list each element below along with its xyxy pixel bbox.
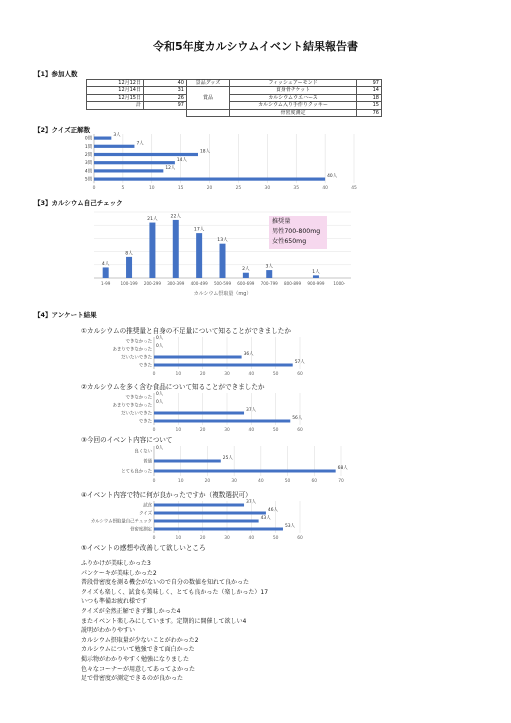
tick-label: 60: [297, 372, 303, 377]
tick-label: 700-799: [260, 281, 278, 286]
quiz-chart: [60, 132, 360, 192]
category-label: クイズ: [139, 511, 152, 517]
count-cell: 76: [357, 109, 382, 116]
table-row: [87, 102, 187, 109]
recommend-line: 男性700-800mg: [272, 228, 321, 235]
table-row: [187, 80, 382, 87]
tick-label: 0: [152, 428, 156, 433]
category-label: 良くない: [134, 449, 152, 455]
table-row: [187, 87, 382, 94]
bar: [103, 267, 109, 278]
tick-label: 60: [297, 428, 303, 433]
report-title: 令和5年度カルシウムイベント結果報告書: [152, 40, 359, 53]
feedback-item: またイベント楽しみにしています。定期的に開催して欲しい4: [81, 617, 247, 625]
category-label: だいたいできた: [121, 355, 152, 361]
data-label: 17人: [193, 227, 205, 233]
tick-label: 25: [235, 186, 242, 192]
bar: [126, 257, 132, 278]
q3-chart: [62, 444, 367, 484]
feedback-item: ふりかけが美味しかった3: [81, 560, 151, 567]
tick-label: 0: [92, 186, 96, 192]
bar: [196, 233, 202, 278]
data-label: 1人: [312, 269, 320, 275]
tick-label: 35: [293, 186, 300, 192]
count-cell: 14: [357, 87, 382, 94]
count-cell: 15: [357, 102, 382, 109]
category-label: 骨密度測定: [130, 527, 152, 533]
category-label: カルシウム摂取量自己チェック: [90, 519, 152, 525]
tick-label: 15: [177, 186, 184, 192]
tick-label: 30: [224, 428, 230, 433]
category-label: 1問: [84, 144, 92, 150]
data-label: 46人: [267, 508, 278, 514]
goods-label: 景品グッズ: [187, 80, 230, 87]
bar: [149, 223, 155, 278]
tick-label: 40: [248, 536, 255, 541]
tick-label: 20: [206, 186, 213, 192]
category-label: とても良かった: [121, 469, 152, 475]
feedback-item: カルシウム摂取量が少ないことがわかった2: [81, 636, 199, 644]
participants-heading: 【1】参加人数: [34, 70, 78, 78]
q4-chart: [62, 499, 352, 543]
recommend-line: 推奨量: [272, 218, 291, 225]
tick-label: 10: [175, 536, 182, 541]
feedback-item: いつも準備お疲れ様です: [81, 598, 148, 606]
data-label: 0人: [156, 336, 164, 342]
recommendation-box: [269, 216, 327, 249]
category-label: できなかった: [125, 339, 152, 345]
tick-label: 1-99: [101, 281, 111, 286]
blank-cell: [187, 109, 230, 116]
tick-label: 300-399: [167, 281, 185, 286]
feedback-item: 普段骨密度を測る機会がないので自分の数値を知れて良かった: [81, 579, 250, 587]
category-label: あまりできなかった: [112, 347, 152, 353]
bar: [94, 161, 175, 164]
tick-label: 400-499: [190, 281, 208, 286]
tick-label: 30: [224, 536, 230, 541]
q2-chart: [62, 391, 352, 435]
tick-label: 30: [231, 479, 237, 484]
tick-label: 0: [152, 536, 156, 541]
count-cell: 97: [357, 80, 382, 87]
data-label: 40人: [327, 174, 338, 180]
prizes-table: [186, 79, 382, 117]
tick-label: 20: [199, 536, 206, 541]
data-label: 4人: [101, 261, 110, 267]
category-label: 試食: [143, 503, 152, 509]
tick-label: 1000-: [333, 281, 346, 286]
category-label: 3問: [84, 161, 92, 167]
bar: [154, 470, 336, 473]
tick-label: 10: [175, 428, 182, 433]
data-label: 3人: [113, 133, 121, 139]
bar: [94, 169, 163, 172]
tick-label: 900-999: [307, 281, 325, 286]
count-cell: 18: [357, 94, 382, 101]
item-cell: 骨密度測定: [230, 109, 357, 116]
category-label: 0問: [84, 136, 92, 142]
count-cell: 40: [144, 80, 187, 87]
data-label: 22人: [170, 214, 181, 220]
tick-label: 10: [148, 186, 155, 192]
axis-label: カルシウム摂取量（mg）: [193, 291, 252, 297]
tick-label: 5: [121, 186, 125, 192]
data-label: 8人: [125, 251, 133, 257]
tick-label: 50: [284, 479, 291, 484]
category-label: 2問: [84, 153, 92, 159]
tick-label: 60: [311, 479, 318, 484]
item-cell: フィッシュアーモンド: [230, 80, 357, 87]
data-label: 7人: [136, 141, 144, 147]
category-label: 4問: [84, 169, 92, 175]
tick-label: 0: [152, 479, 156, 484]
tick-label: 60: [297, 536, 303, 541]
bar: [94, 178, 325, 181]
bar: [154, 460, 221, 463]
feedback-item: 掲示物がわかりやすく勉強になりました: [81, 655, 190, 663]
count-cell: 97: [144, 102, 187, 109]
table-row: [87, 87, 187, 94]
category-label: できなかった: [125, 395, 152, 401]
tick-label: 70: [338, 479, 344, 484]
recommend-line: 女性650mg: [272, 238, 307, 245]
prize-label: 賞品: [187, 87, 230, 109]
tick-label: 30: [224, 372, 230, 377]
date-cell: 12月12日: [87, 80, 144, 87]
bar: [220, 244, 226, 278]
tick-label: 10: [175, 372, 182, 377]
feedback-item: 足で骨密度が測定できるのが良かった: [81, 675, 184, 683]
bar: [313, 275, 319, 278]
tick-label: 40: [248, 428, 255, 433]
bar: [243, 273, 249, 278]
tick-label: 10: [177, 479, 184, 484]
bar: [154, 512, 266, 515]
category-label: 5問: [84, 177, 92, 183]
tick-label: 50: [272, 372, 279, 377]
question-4: ④イベント内容で特に何が良かったですか（複数選択可）: [81, 491, 252, 499]
data-label: 68人: [337, 466, 348, 472]
question-3: ③今回のイベント内容について: [81, 436, 173, 444]
data-label: 53人: [284, 524, 295, 530]
bar: [94, 145, 134, 148]
data-label: 36人: [243, 352, 254, 358]
tick-label: 500-599: [213, 281, 232, 286]
survey-heading: 【4】アンケート結果: [34, 311, 97, 319]
question-1: ①カルシウムの推奨量と自身の不足量について知ることができましたか: [81, 327, 291, 335]
data-label: 57人: [294, 360, 305, 366]
tick-label: 800-899: [284, 281, 302, 286]
bar: [266, 270, 272, 278]
bar: [173, 220, 179, 278]
tick-label: 40: [322, 186, 328, 192]
data-label: 56人: [292, 416, 303, 422]
tick-label: 600-699: [237, 281, 255, 286]
question-2: ②カルシウムを多く含む食品について知ることができましたか: [81, 383, 265, 391]
data-label: 0人: [156, 400, 164, 406]
bar: [154, 528, 283, 531]
bar: [154, 364, 293, 367]
question-5: ⑤イベントの感想や改善して欲しいところ: [81, 544, 206, 552]
tick-label: 30: [264, 186, 271, 192]
item-cell: カルシウムウエハース: [230, 94, 357, 101]
data-label: 12人: [165, 166, 176, 171]
check-heading: 【3】カルシウム自己チェック: [34, 199, 123, 207]
feedback-item: パンケーキが美味しかった2: [81, 569, 157, 577]
feedback-item: クイズが全然正解できず難しかった4: [81, 607, 181, 615]
feedback-item: カルシウムについて勉強できて面白かった: [81, 646, 195, 654]
category-label: できた: [138, 363, 152, 369]
quiz-heading: 【2】クイズ正解数: [34, 126, 91, 134]
data-label: 14人: [176, 157, 187, 163]
table-row: [87, 94, 187, 101]
tick-label: 40: [258, 479, 264, 484]
bar: [154, 504, 244, 507]
table-row: [187, 109, 382, 116]
tick-label: 40: [248, 372, 255, 377]
bar: [94, 153, 198, 156]
bar: [154, 420, 290, 423]
feedback-item: 説明がわかりやすい: [81, 627, 136, 635]
tick-label: 50: [272, 428, 279, 433]
data-label: 43人: [260, 516, 271, 522]
tick-label: 50: [272, 536, 279, 541]
q1-chart: [62, 335, 352, 379]
table-row: [87, 80, 187, 87]
date-cell: 計: [87, 102, 144, 109]
data-label: 0人: [156, 446, 164, 452]
bar: [154, 412, 244, 415]
bar: [94, 137, 111, 140]
tick-label: 100-199: [120, 281, 138, 286]
item-cell: カルシウム入り手作りクッキー: [230, 102, 357, 109]
data-label: 18人: [200, 149, 210, 155]
data-label: 37人: [246, 408, 257, 414]
category-label: あまりできなかった: [112, 403, 152, 409]
tick-label: 20: [204, 479, 211, 484]
data-label: 3人: [265, 264, 273, 270]
category-label: だいたいできた: [121, 411, 152, 417]
data-label: 2人: [242, 267, 250, 273]
category-label: 普通: [143, 459, 152, 465]
bar: [154, 356, 242, 359]
count-cell: 31: [144, 87, 187, 94]
tick-label: 20: [199, 372, 206, 377]
bar: [154, 520, 259, 523]
data-label: 25人: [222, 456, 233, 462]
data-label: 0人: [156, 344, 164, 350]
tick-label: 200-299: [143, 281, 161, 286]
feedback-item: 色々なコーナーが用意してあってよかった: [81, 665, 195, 673]
date-cell: 12月15日: [87, 94, 144, 101]
category-label: できた: [138, 419, 152, 425]
tick-label: 45: [351, 186, 357, 192]
feedback-item: クイズも楽しく、試食も美味しく、とても良かった（楽しかった）17: [81, 588, 269, 596]
feedback-list: [81, 559, 268, 684]
tick-label: 20: [199, 428, 206, 433]
tick-label: 0: [152, 372, 156, 377]
data-label: 21人: [147, 217, 158, 223]
count-cell: 26: [144, 94, 187, 101]
participants-table: [86, 79, 187, 110]
data-label: 0人: [156, 392, 164, 398]
data-label: 13人: [217, 238, 228, 244]
date-cell: 12月14日: [87, 87, 144, 94]
item-cell: 食身骨チケット: [230, 87, 357, 94]
data-label: 37人: [246, 500, 257, 506]
